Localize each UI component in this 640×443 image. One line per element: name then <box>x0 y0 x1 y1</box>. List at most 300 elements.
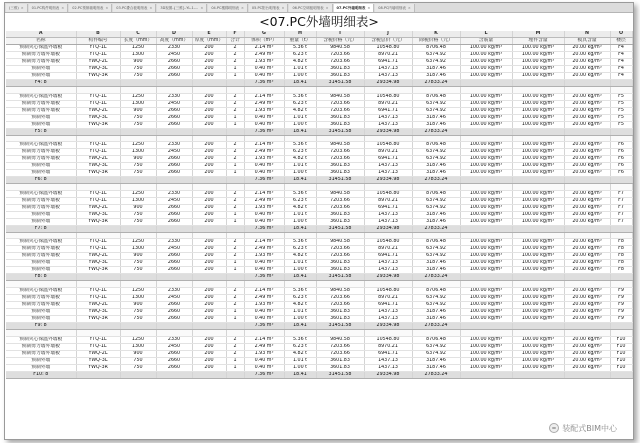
floor-cell[interactable]: F7 <box>610 218 632 225</box>
table-cell[interactable]: 1.01 t <box>284 66 316 73</box>
column-letter-cell[interactable]: A <box>6 31 76 38</box>
table-cell[interactable] <box>120 225 156 232</box>
table-cell[interactable]: 6374.92 <box>412 52 460 59</box>
table-cell[interactable]: 2660 <box>156 66 192 73</box>
table-cell[interactable]: 6.23 t <box>284 197 316 204</box>
table-cell[interactable]: 2660 <box>156 170 192 177</box>
table-cell[interactable] <box>156 281 192 288</box>
table-cell[interactable] <box>364 281 412 288</box>
table-cell[interactable] <box>460 135 512 142</box>
table-cell[interactable] <box>316 330 364 337</box>
table-cell[interactable]: 预制外墙 <box>6 218 76 225</box>
floor-price-total[interactable]: 31451.58 <box>316 177 364 184</box>
table-cell[interactable]: 8706.48 <box>412 142 460 149</box>
table-cell[interactable]: 100.00 kg/m³ <box>512 288 564 295</box>
table-cell[interactable]: 100.00 kg/m³ <box>512 114 564 121</box>
floor-weight-total[interactable]: 18.41 <box>284 274 316 281</box>
table-cell[interactable]: 100.00 kg/m³ <box>512 350 564 357</box>
table-cell[interactable] <box>460 274 512 281</box>
table-cell[interactable] <box>120 87 156 94</box>
table-cell[interactable] <box>512 371 564 378</box>
table-cell[interactable]: 3187.46 <box>412 309 460 316</box>
table-cell[interactable]: 3187.46 <box>412 260 460 267</box>
table-cell[interactable]: 200 <box>192 114 226 121</box>
table-cell[interactable]: 6.23 t <box>284 295 316 302</box>
table-cell[interactable]: 1.01 t <box>284 357 316 364</box>
table-cell[interactable]: YTQ-1L <box>76 190 120 197</box>
table-cell[interactable] <box>226 323 244 330</box>
table-cell[interactable] <box>564 274 610 281</box>
table-cell[interactable] <box>564 184 610 191</box>
table-cell[interactable]: 2.49 m³ <box>244 52 284 59</box>
table-cell[interactable]: 2 <box>226 288 244 295</box>
table-cell[interactable]: 9840.58 <box>316 336 364 343</box>
table-cell[interactable]: 20.00 kg/m³ <box>564 156 610 163</box>
table-cell[interactable] <box>226 274 244 281</box>
table-cell[interactable]: 0.40 m³ <box>244 211 284 218</box>
close-tab-icon[interactable]: × <box>105 5 109 10</box>
floor-cell[interactable]: F5 <box>610 114 632 121</box>
table-cell[interactable] <box>76 135 120 142</box>
table-cell[interactable] <box>460 184 512 191</box>
table-cell[interactable]: YTQ-1L <box>76 288 120 295</box>
column-header-cell[interactable]: 体积（m³） <box>244 38 284 45</box>
table-cell[interactable]: 7203.66 <box>316 350 364 357</box>
floor-tax-total[interactable]: 29334.98 <box>364 371 412 378</box>
table-cell[interactable] <box>610 323 632 330</box>
table-cell[interactable] <box>120 184 156 191</box>
table-cell[interactable]: 1.01 t <box>284 309 316 316</box>
table-cell[interactable]: YTQ-1L <box>76 343 120 350</box>
table-cell[interactable] <box>192 232 226 239</box>
table-cell[interactable]: YWQ-3L <box>76 309 120 316</box>
table-cell[interactable] <box>460 87 512 94</box>
table-cell[interactable]: 6374.92 <box>412 100 460 107</box>
table-cell[interactable]: 100.00 kg/m³ <box>512 93 564 100</box>
table-cell[interactable]: 预制夹心保温外墙板 <box>6 239 76 246</box>
table-cell[interactable]: 预制夹心保温外墙板 <box>6 190 76 197</box>
table-cell[interactable]: YTQ-1L <box>76 52 120 59</box>
table-cell[interactable]: 20.00 kg/m³ <box>564 350 610 357</box>
table-cell[interactable]: 100.00 kg/m³ <box>460 267 512 274</box>
table-cell[interactable] <box>76 177 120 184</box>
table-cell[interactable] <box>564 87 610 94</box>
table-cell[interactable] <box>460 232 512 239</box>
table-cell[interactable]: 7203.66 <box>316 107 364 114</box>
table-cell[interactable]: 1437.13 <box>364 73 412 80</box>
table-cell[interactable] <box>610 177 632 184</box>
table-cell[interactable]: 1300 <box>120 343 156 350</box>
table-cell[interactable]: 预制外墙 <box>6 114 76 121</box>
floor-cell[interactable]: F7 <box>610 211 632 218</box>
table-cell[interactable]: YWQ-3L <box>76 114 120 121</box>
table-cell[interactable]: 750 <box>120 121 156 128</box>
table-cell[interactable]: 2 <box>226 336 244 343</box>
table-cell[interactable]: 1250 <box>120 93 156 100</box>
table-cell[interactable] <box>512 135 564 142</box>
table-cell[interactable] <box>512 184 564 191</box>
table-cell[interactable] <box>156 330 192 337</box>
table-cell[interactable]: 750 <box>120 267 156 274</box>
table-cell[interactable] <box>226 80 244 87</box>
table-cell[interactable]: 1 <box>226 309 244 316</box>
table-cell[interactable] <box>284 135 316 142</box>
table-cell[interactable]: 100.00 kg/m³ <box>460 204 512 211</box>
table-cell[interactable]: 3187.46 <box>412 316 460 323</box>
table-cell[interactable]: 2.49 m³ <box>244 197 284 204</box>
table-cell[interactable]: 2660 <box>156 350 192 357</box>
table-cell[interactable]: YTQ-1L <box>76 100 120 107</box>
table-cell[interactable]: 2660 <box>156 107 192 114</box>
table-cell[interactable]: 100.00 kg/m³ <box>512 45 564 52</box>
table-cell[interactable] <box>610 128 632 135</box>
table-cell[interactable] <box>226 184 244 191</box>
table-cell[interactable] <box>512 281 564 288</box>
table-cell[interactable]: 100.00 kg/m³ <box>512 52 564 59</box>
table-cell[interactable]: 900 <box>120 302 156 309</box>
column-letter-cell[interactable]: F <box>226 31 244 38</box>
table-cell[interactable]: 预制剪力墙外墙板 <box>6 343 76 350</box>
floor-cell[interactable]: F10 <box>610 350 632 357</box>
column-header-cell[interactable]: 含税价格（元） <box>316 38 364 45</box>
table-cell[interactable] <box>192 225 226 232</box>
table-cell[interactable]: 0.40 m³ <box>244 260 284 267</box>
table-cell[interactable]: 2.14 m³ <box>244 336 284 343</box>
table-cell[interactable] <box>460 128 512 135</box>
table-cell[interactable] <box>192 371 226 378</box>
table-cell[interactable]: 4.82 t <box>284 302 316 309</box>
table-cell[interactable]: 20.00 kg/m³ <box>564 93 610 100</box>
table-cell[interactable]: 2660 <box>156 364 192 371</box>
table-cell[interactable]: 100.00 kg/m³ <box>460 253 512 260</box>
table-cell[interactable]: 1437.13 <box>364 114 412 121</box>
table-cell[interactable]: 1.00 t <box>284 121 316 128</box>
table-cell[interactable]: 20.00 kg/m³ <box>564 163 610 170</box>
floor-volume-total[interactable]: 7.36 m³ <box>244 177 284 184</box>
table-cell[interactable]: 100.00 kg/m³ <box>460 45 512 52</box>
table-cell[interactable]: 2330 <box>156 288 192 295</box>
table-cell[interactable]: 100.00 kg/m³ <box>460 59 512 66</box>
table-cell[interactable]: 8970.21 <box>364 52 412 59</box>
floor-net-total[interactable]: 27833.24 <box>412 274 460 281</box>
table-cell[interactable]: YTQ-1L <box>76 45 120 52</box>
table-cell[interactable]: 20.00 kg/m³ <box>564 211 610 218</box>
table-cell[interactable]: 预制外墙 <box>6 163 76 170</box>
table-cell[interactable]: 7203.66 <box>316 59 364 66</box>
table-cell[interactable]: 100.00 kg/m³ <box>460 73 512 80</box>
table-cell[interactable]: 5.36 t <box>284 45 316 52</box>
table-cell[interactable] <box>610 80 632 87</box>
floor-cell[interactable]: F6 <box>610 156 632 163</box>
table-cell[interactable]: 2 <box>226 59 244 66</box>
table-cell[interactable]: 100.00 kg/m³ <box>512 163 564 170</box>
table-cell[interactable]: 750 <box>120 364 156 371</box>
table-cell[interactable] <box>412 232 460 239</box>
table-cell[interactable]: 750 <box>120 218 156 225</box>
table-cell[interactable]: 预制外墙 <box>6 267 76 274</box>
table-cell[interactable]: 200 <box>192 190 226 197</box>
table-cell[interactable]: 10548.80 <box>364 336 412 343</box>
table-cell[interactable]: 4.82 t <box>284 204 316 211</box>
table-cell[interactable]: 10548.80 <box>364 190 412 197</box>
table-cell[interactable]: 预制剪力墙外墙板 <box>6 197 76 204</box>
table-cell[interactable]: 200 <box>192 316 226 323</box>
table-cell[interactable]: 7203.66 <box>316 149 364 156</box>
view-tab-6[interactable] <box>249 4 289 12</box>
table-cell[interactable]: YWQ-2L <box>76 107 120 114</box>
table-cell[interactable]: 200 <box>192 211 226 218</box>
column-header-cell[interactable]: 模具含量 <box>564 38 610 45</box>
table-cell[interactable]: 100.00 kg/m³ <box>460 239 512 246</box>
table-cell[interactable]: 100.00 kg/m³ <box>512 336 564 343</box>
floor-cell[interactable]: F8 <box>610 267 632 274</box>
table-cell[interactable]: 5.36 t <box>284 142 316 149</box>
column-header-cell[interactable]: 长度（mm） <box>120 38 156 45</box>
table-cell[interactable] <box>316 232 364 239</box>
table-cell[interactable]: 20.00 kg/m³ <box>564 142 610 149</box>
table-cell[interactable]: 1.00 t <box>284 267 316 274</box>
table-cell[interactable]: 10548.80 <box>364 239 412 246</box>
table-cell[interactable]: 2330 <box>156 190 192 197</box>
table-cell[interactable]: 100.00 kg/m³ <box>512 343 564 350</box>
table-cell[interactable] <box>412 330 460 337</box>
table-cell[interactable] <box>156 371 192 378</box>
table-cell[interactable] <box>610 232 632 239</box>
table-cell[interactable]: 7203.66 <box>316 302 364 309</box>
table-cell[interactable]: 1437.13 <box>364 121 412 128</box>
table-cell[interactable]: 200 <box>192 246 226 253</box>
table-cell[interactable]: 7203.66 <box>316 343 364 350</box>
table-cell[interactable]: 200 <box>192 142 226 149</box>
floor-cell[interactable]: F10 <box>610 343 632 350</box>
table-cell[interactable]: YWQ-2L <box>76 350 120 357</box>
table-cell[interactable]: 10548.80 <box>364 93 412 100</box>
table-cell[interactable] <box>156 232 192 239</box>
table-cell[interactable]: 20.00 kg/m³ <box>564 204 610 211</box>
table-cell[interactable]: 1 <box>226 218 244 225</box>
table-cell[interactable]: 2660 <box>156 302 192 309</box>
close-tab-icon[interactable]: × <box>149 5 153 10</box>
view-tab-5[interactable] <box>208 4 248 12</box>
table-cell[interactable] <box>512 80 564 87</box>
table-cell[interactable] <box>76 323 120 330</box>
table-cell[interactable]: 6941.71 <box>364 253 412 260</box>
table-cell[interactable] <box>226 135 244 142</box>
table-cell[interactable] <box>120 274 156 281</box>
table-cell[interactable]: 2450 <box>156 295 192 302</box>
floor-tax-total[interactable]: 29334.98 <box>364 225 412 232</box>
table-cell[interactable]: 900 <box>120 204 156 211</box>
table-cell[interactable]: 100.00 kg/m³ <box>512 218 564 225</box>
table-cell[interactable]: 100.00 kg/m³ <box>512 246 564 253</box>
table-cell[interactable]: 200 <box>192 121 226 128</box>
table-cell[interactable]: 200 <box>192 364 226 371</box>
floor-cell[interactable]: F8 <box>610 239 632 246</box>
table-cell[interactable]: 200 <box>192 260 226 267</box>
floor-cell[interactable]: F8 <box>610 253 632 260</box>
table-cell[interactable] <box>244 184 284 191</box>
table-cell[interactable] <box>460 281 512 288</box>
table-cell[interactable]: 200 <box>192 197 226 204</box>
table-cell[interactable]: YWQ-3R <box>76 218 120 225</box>
table-cell[interactable]: 2 <box>226 142 244 149</box>
floor-price-total[interactable]: 31451.58 <box>316 274 364 281</box>
table-cell[interactable]: 20.00 kg/m³ <box>564 107 610 114</box>
table-cell[interactable]: 预制外墙 <box>6 211 76 218</box>
table-cell[interactable]: 200 <box>192 218 226 225</box>
table-cell[interactable] <box>120 128 156 135</box>
table-cell[interactable]: 4.82 t <box>284 156 316 163</box>
table-cell[interactable]: 2 <box>226 239 244 246</box>
table-cell[interactable]: 预制外墙 <box>6 121 76 128</box>
table-cell[interactable]: 100.00 kg/m³ <box>512 357 564 364</box>
floor-tax-total[interactable]: 29334.98 <box>364 323 412 330</box>
table-cell[interactable]: 2450 <box>156 343 192 350</box>
table-cell[interactable] <box>156 87 192 94</box>
table-cell[interactable]: 200 <box>192 357 226 364</box>
table-cell[interactable]: 预制剪力墙外墙板 <box>6 253 76 260</box>
table-cell[interactable]: 9840.58 <box>316 239 364 246</box>
table-cell[interactable] <box>284 281 316 288</box>
table-cell[interactable] <box>610 87 632 94</box>
table-cell[interactable] <box>120 135 156 142</box>
table-cell[interactable]: 6941.71 <box>364 59 412 66</box>
floor-cell[interactable]: F7 <box>610 204 632 211</box>
table-cell[interactable]: 1 <box>226 170 244 177</box>
table-cell[interactable]: 预制剪力墙外墙板 <box>6 350 76 357</box>
column-header-cell[interactable]: 楼层 <box>610 38 632 45</box>
table-cell[interactable]: 5.36 t <box>284 288 316 295</box>
floor-weight-total[interactable]: 18.41 <box>284 128 316 135</box>
table-cell[interactable]: 1.01 t <box>284 114 316 121</box>
table-cell[interactable]: 20.00 kg/m³ <box>564 100 610 107</box>
table-cell[interactable]: 1 <box>226 316 244 323</box>
table-cell[interactable]: 6941.71 <box>364 204 412 211</box>
column-header-cell[interactable]: 合计 <box>226 38 244 45</box>
table-cell[interactable]: 200 <box>192 204 226 211</box>
table-cell[interactable]: 100.00 kg/m³ <box>460 163 512 170</box>
table-cell[interactable]: 2.49 m³ <box>244 295 284 302</box>
floor-total-label[interactable]: F7: 8 <box>6 225 76 232</box>
table-cell[interactable]: 2450 <box>156 149 192 156</box>
table-cell[interactable]: 3187.46 <box>412 66 460 73</box>
table-cell[interactable]: 1437.13 <box>364 357 412 364</box>
floor-cell[interactable]: F10 <box>610 336 632 343</box>
floor-net-total[interactable]: 27833.24 <box>412 128 460 135</box>
table-cell[interactable]: 6.23 t <box>284 149 316 156</box>
table-cell[interactable]: 1300 <box>120 149 156 156</box>
table-cell[interactable]: 100.00 kg/m³ <box>512 142 564 149</box>
table-cell[interactable]: 1 <box>226 66 244 73</box>
table-cell[interactable]: 200 <box>192 163 226 170</box>
column-letter-cell[interactable]: H <box>284 31 316 38</box>
table-cell[interactable]: 3601.83 <box>316 73 364 80</box>
view-tab-3[interactable] <box>113 4 156 12</box>
table-cell[interactable] <box>156 128 192 135</box>
table-cell[interactable]: YWQ-3L <box>76 211 120 218</box>
table-cell[interactable]: 1300 <box>120 52 156 59</box>
table-cell[interactable]: YTQ-1L <box>76 246 120 253</box>
table-cell[interactable]: 100.00 kg/m³ <box>460 260 512 267</box>
table-cell[interactable]: 7203.66 <box>316 156 364 163</box>
table-cell[interactable]: 2 <box>226 350 244 357</box>
floor-cell[interactable]: F9 <box>610 316 632 323</box>
floor-total-label[interactable]: F8: 8 <box>6 274 76 281</box>
table-cell[interactable]: 6374.92 <box>412 295 460 302</box>
table-cell[interactable]: 1.00 t <box>284 364 316 371</box>
table-cell[interactable]: 预制剪力墙外墙板 <box>6 302 76 309</box>
floor-net-total[interactable]: 27833.24 <box>412 225 460 232</box>
table-cell[interactable]: YWQ-3R <box>76 364 120 371</box>
table-cell[interactable]: 8970.21 <box>364 343 412 350</box>
floor-cell[interactable]: F5 <box>610 93 632 100</box>
table-cell[interactable]: 20.00 kg/m³ <box>564 295 610 302</box>
table-cell[interactable]: YWQ-3R <box>76 121 120 128</box>
table-cell[interactable]: 20.00 kg/m³ <box>564 59 610 66</box>
table-cell[interactable]: 100.00 kg/m³ <box>460 149 512 156</box>
table-cell[interactable]: 1250 <box>120 190 156 197</box>
table-cell[interactable]: 2450 <box>156 246 192 253</box>
table-cell[interactable] <box>76 87 120 94</box>
table-cell[interactable]: 8706.48 <box>412 288 460 295</box>
table-cell[interactable] <box>6 135 76 142</box>
table-cell[interactable]: 1437.13 <box>364 211 412 218</box>
table-cell[interactable]: 8970.21 <box>364 149 412 156</box>
table-cell[interactable]: 2.14 m³ <box>244 239 284 246</box>
table-cell[interactable] <box>564 177 610 184</box>
table-cell[interactable] <box>226 330 244 337</box>
table-cell[interactable] <box>76 80 120 87</box>
floor-total-label[interactable]: F4: 8 <box>6 80 76 87</box>
table-cell[interactable]: 预制外墙 <box>6 357 76 364</box>
floor-net-total[interactable]: 27833.24 <box>412 80 460 87</box>
table-cell[interactable]: 0.40 m³ <box>244 364 284 371</box>
table-cell[interactable] <box>192 135 226 142</box>
table-cell[interactable] <box>76 274 120 281</box>
table-cell[interactable]: 2 <box>226 343 244 350</box>
floor-tax-total[interactable]: 29334.98 <box>364 274 412 281</box>
table-cell[interactable]: 2 <box>226 246 244 253</box>
view-tab-8[interactable] <box>334 4 375 12</box>
view-tab-1[interactable] <box>29 4 69 12</box>
table-cell[interactable]: 10548.80 <box>364 142 412 149</box>
table-cell[interactable]: 200 <box>192 156 226 163</box>
view-tab-7[interactable] <box>289 4 332 12</box>
close-tab-icon[interactable]: × <box>240 5 244 10</box>
table-cell[interactable]: 2450 <box>156 197 192 204</box>
table-cell[interactable] <box>412 281 460 288</box>
table-cell[interactable]: 0.40 m³ <box>244 163 284 170</box>
table-cell[interactable] <box>192 87 226 94</box>
table-cell[interactable]: 7203.66 <box>316 52 364 59</box>
floor-net-total[interactable]: 27833.24 <box>412 177 460 184</box>
table-cell[interactable]: 7203.66 <box>316 246 364 253</box>
floor-cell[interactable]: F4 <box>610 73 632 80</box>
table-cell[interactable]: 20.00 kg/m³ <box>564 114 610 121</box>
table-cell[interactable]: 3601.83 <box>316 316 364 323</box>
table-cell[interactable] <box>6 184 76 191</box>
table-cell[interactable]: 20.00 kg/m³ <box>564 190 610 197</box>
table-cell[interactable]: 900 <box>120 253 156 260</box>
table-cell[interactable]: 6374.92 <box>412 59 460 66</box>
table-cell[interactable]: YWQ-2L <box>76 302 120 309</box>
floor-tax-total[interactable]: 29334.98 <box>364 177 412 184</box>
table-cell[interactable]: YTQ-1L <box>76 239 120 246</box>
table-cell[interactable] <box>412 184 460 191</box>
table-cell[interactable]: 750 <box>120 66 156 73</box>
table-cell[interactable]: 200 <box>192 343 226 350</box>
table-cell[interactable]: 200 <box>192 107 226 114</box>
